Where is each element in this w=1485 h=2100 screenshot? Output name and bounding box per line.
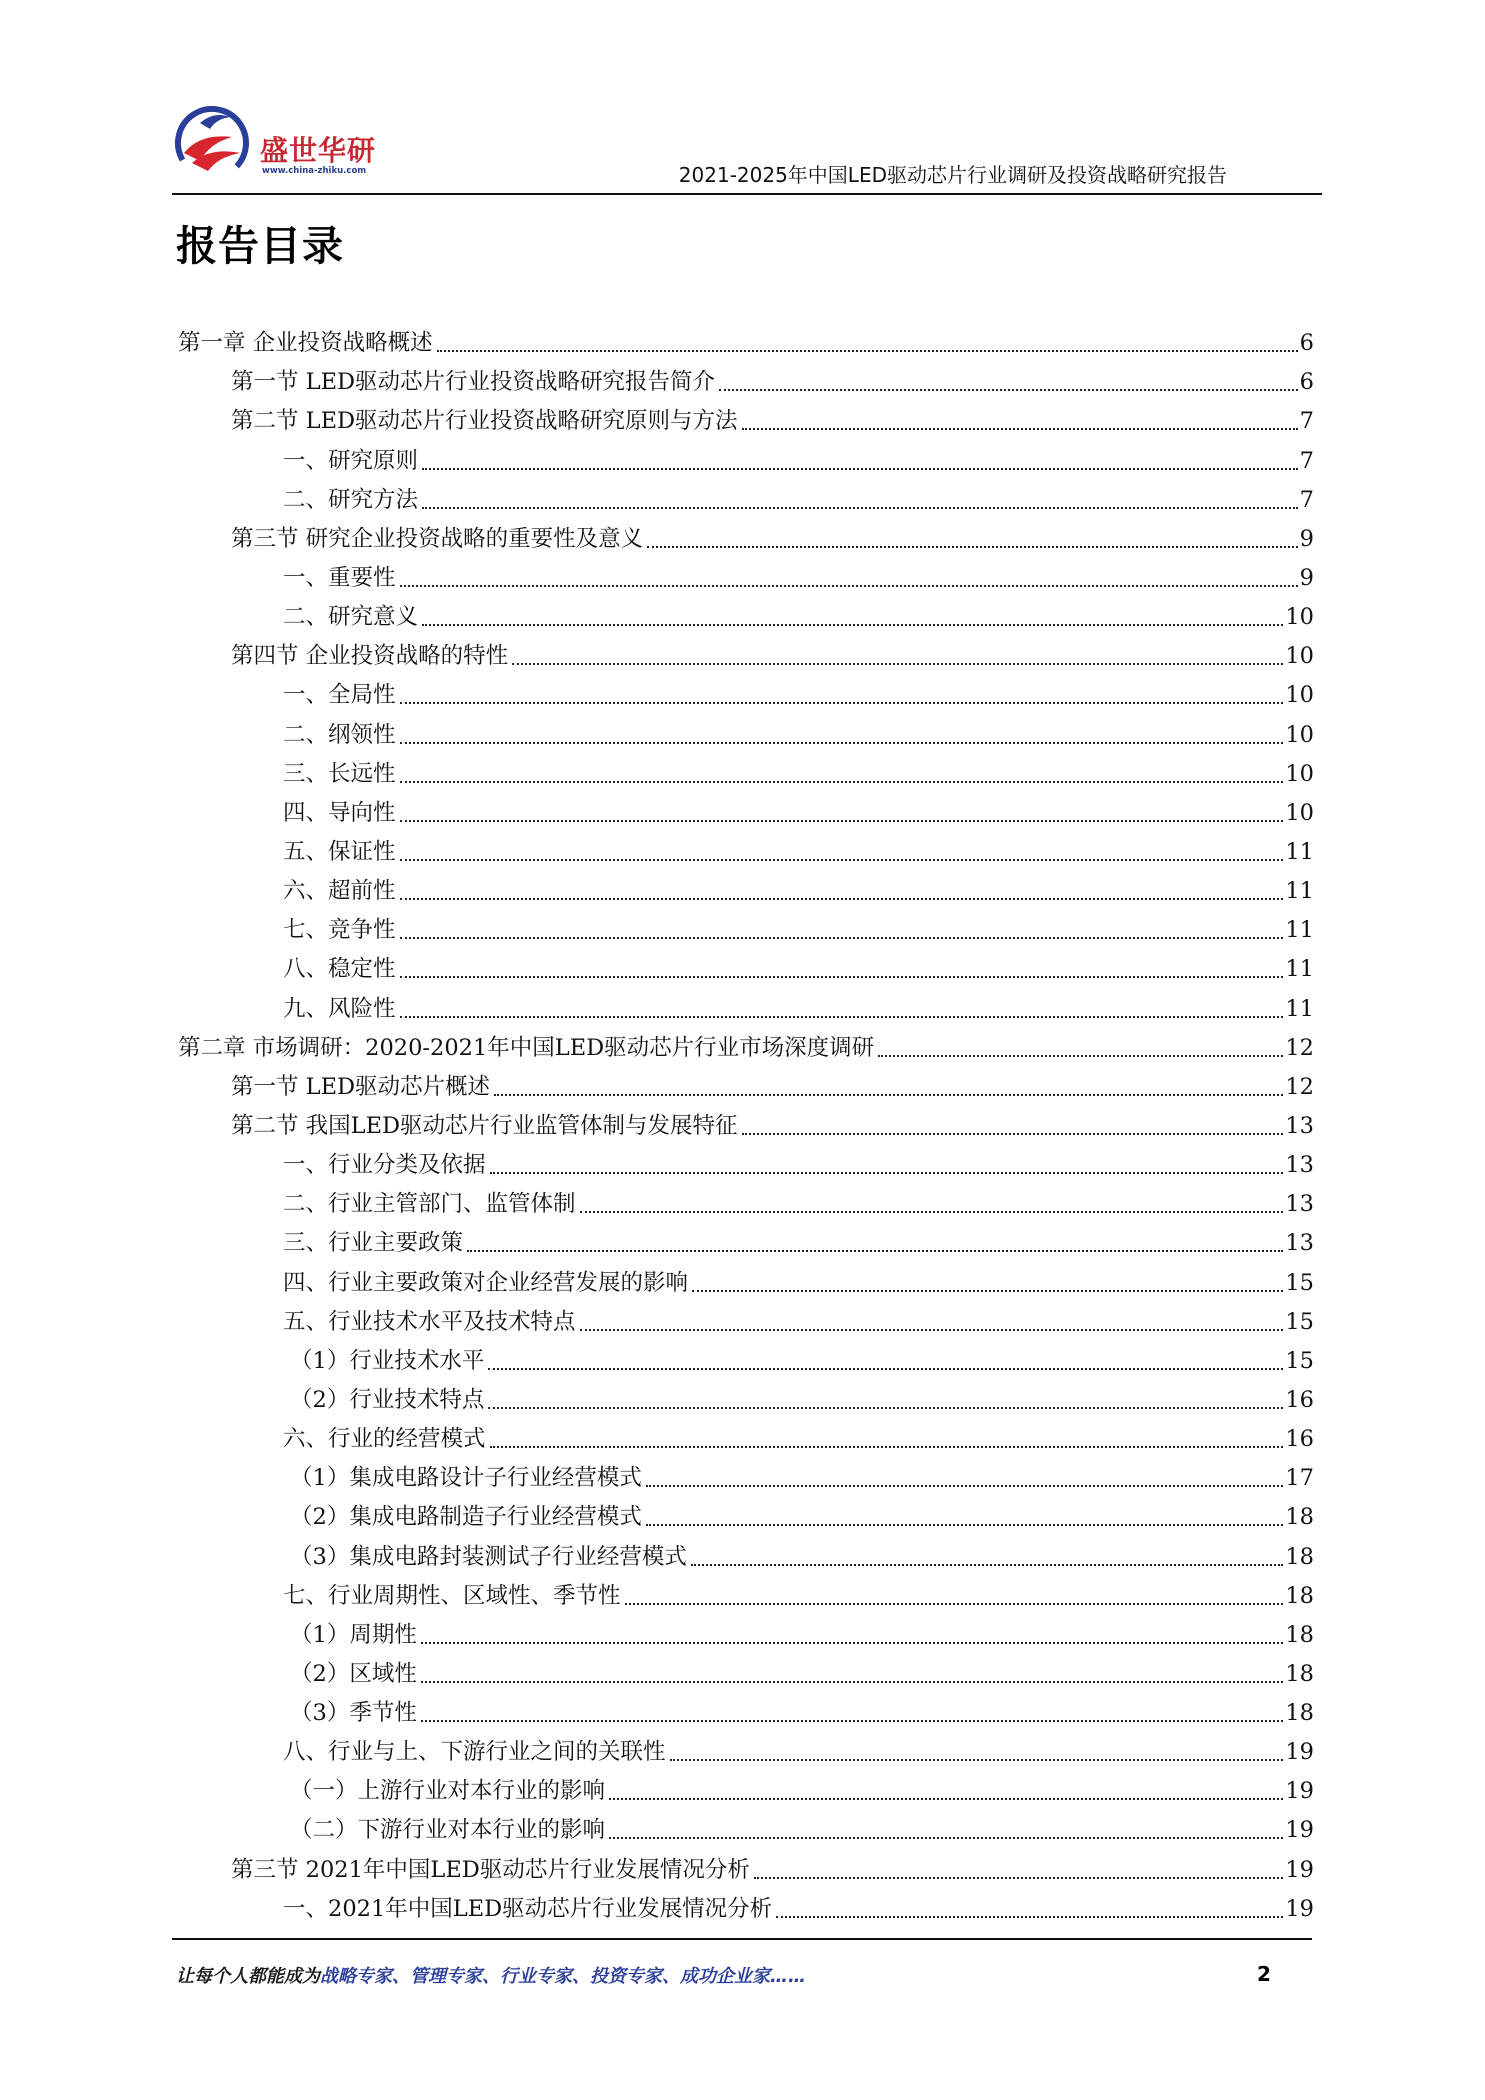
toc-leader-dots — [400, 742, 1284, 744]
toc-entry-page: 18 — [1285, 1504, 1314, 1531]
toc-entry-page: 12 — [1285, 1034, 1314, 1061]
toc-entry[interactable] — [178, 1459, 1314, 1498]
toc-entry[interactable] — [178, 1029, 1314, 1068]
toc-leader-dots — [488, 1407, 1283, 1409]
toc-entry[interactable] — [178, 1811, 1314, 1850]
toc-entry-label: （3）集成电路封装测试子行业经营模式 — [290, 1543, 687, 1570]
toc-entry[interactable] — [178, 872, 1314, 911]
toc-entry-label: 一、重要性 — [283, 564, 396, 591]
toc-entry[interactable] — [178, 1655, 1314, 1694]
toc-leader-dots — [625, 1603, 1284, 1605]
toc-entry[interactable] — [178, 402, 1314, 441]
toc-entry-label: 第二章 市场调研：2020-2021年中国LED驱动芯片行业市场深度调研 — [178, 1034, 875, 1061]
toc-entry-page: 13 — [1285, 1112, 1314, 1139]
toc-entry-label: 第一节 LED驱动芯片概述 — [231, 1073, 491, 1100]
toc-entry-page: 7 — [1299, 408, 1314, 435]
toc-leader-dots — [400, 702, 1284, 704]
toc-leader-dots — [400, 1016, 1284, 1018]
toc-entry-page: 11 — [1285, 956, 1314, 983]
toc-leader-dots — [422, 507, 1298, 509]
toc-entry-page: 15 — [1285, 1308, 1314, 1335]
toc-leader-dots — [467, 1250, 1283, 1252]
toc-entry[interactable] — [178, 715, 1314, 754]
toc-entry[interactable] — [178, 1890, 1314, 1929]
toc-entry[interactable] — [178, 598, 1314, 637]
toc-entry-label: 一、行业分类及依据 — [283, 1152, 486, 1179]
toc-entry[interactable] — [178, 1850, 1314, 1889]
toc-entry[interactable] — [178, 833, 1314, 872]
toc-entry[interactable] — [178, 559, 1314, 598]
toc-entry-label: 一、全局性 — [283, 682, 396, 709]
toc-entry-label: 二、研究意义 — [283, 604, 419, 631]
toc-entry-page: 19 — [1285, 1895, 1314, 1922]
toc-entry-label: （1）周期性 — [290, 1621, 417, 1648]
toc-entry-label: 八、稳定性 — [283, 956, 396, 983]
toc-entry[interactable] — [178, 1068, 1314, 1107]
toc-leader-dots — [692, 1290, 1283, 1292]
toc-entry-label: 第三节 2021年中国LED驱动芯片行业发展情况分析 — [231, 1856, 750, 1883]
toc-entry[interactable] — [178, 1537, 1314, 1576]
toc-entry-page: 11 — [1285, 878, 1314, 905]
toc-entry[interactable] — [178, 481, 1314, 520]
toc-entry-label: （3）季节性 — [290, 1700, 417, 1727]
logo-emblem-icon — [170, 103, 254, 183]
toc-entry[interactable] — [178, 1420, 1314, 1459]
toc-leader-dots — [512, 663, 1283, 665]
logo-url: www.china-zhiku.com — [262, 166, 367, 176]
toc-entry-label: 二、行业主管部门、监管体制 — [283, 1191, 576, 1218]
toc-entry-label: 三、长远性 — [283, 760, 396, 787]
toc-entry-label: 第三节 研究企业投资战略的重要性及意义 — [231, 525, 644, 552]
toc-entry-label: 六、超前性 — [283, 878, 396, 905]
logo-name: 盛世华研 — [260, 134, 377, 167]
toc-entry[interactable] — [178, 1733, 1314, 1772]
footer-slogan — [176, 1962, 806, 1988]
toc-entry-label: （1）集成电路设计子行业经营模式 — [290, 1465, 642, 1492]
table-of-contents — [178, 324, 1314, 1929]
toc-leader-dots — [400, 585, 1298, 587]
toc-leader-dots — [422, 624, 1283, 626]
toc-leader-dots — [400, 937, 1284, 939]
toc-entry-page: 19 — [1285, 1739, 1314, 1766]
toc-entry-page: 17 — [1285, 1465, 1314, 1492]
toc-entry-page: 16 — [1285, 1426, 1314, 1453]
toc-entry[interactable] — [178, 441, 1314, 480]
toc-entry-page: 18 — [1285, 1700, 1314, 1727]
toc-entry-label: （2）区域性 — [290, 1660, 417, 1687]
toc-entry-label: 五、保证性 — [283, 838, 396, 865]
toc-leader-dots — [691, 1564, 1284, 1566]
toc-entry-page: 13 — [1285, 1152, 1314, 1179]
toc-leader-dots — [421, 1681, 1284, 1683]
toc-entry[interactable] — [178, 1342, 1314, 1381]
toc-entry[interactable] — [178, 1303, 1314, 1342]
slogan-highlight: 战略专家、管理专家、行业专家、投资专家、成功企业家…… — [320, 1966, 806, 1987]
toc-leader-dots — [494, 1094, 1283, 1096]
toc-entry-label: 第一章 企业投资战略概述 — [178, 330, 433, 357]
toc-entry[interactable] — [178, 1146, 1314, 1185]
toc-entry-page: 7 — [1299, 447, 1314, 474]
toc-entry-page: 12 — [1285, 1073, 1314, 1100]
toc-leader-dots — [421, 1720, 1284, 1722]
toc-entry-label: 八、行业与上、下游行业之间的关联性 — [283, 1739, 666, 1766]
toc-entry-page: 19 — [1285, 1778, 1314, 1805]
toc-entry[interactable] — [178, 1577, 1314, 1616]
toc-entry[interactable] — [178, 1498, 1314, 1537]
toc-entry-page: 10 — [1285, 682, 1314, 709]
toc-leader-dots — [488, 1368, 1283, 1370]
toc-entry-page: 15 — [1285, 1269, 1314, 1296]
toc-entry-label: （2）集成电路制造子行业经营模式 — [290, 1504, 642, 1531]
toc-entry-page: 7 — [1299, 486, 1314, 513]
toc-entry-page: 11 — [1285, 995, 1314, 1022]
toc-leader-dots — [742, 1133, 1284, 1135]
toc-entry[interactable] — [178, 755, 1314, 794]
toc-leader-dots — [742, 428, 1298, 430]
toc-entry-label: 三、行业主要政策 — [283, 1230, 464, 1257]
toc-entry[interactable] — [178, 676, 1314, 715]
toc-entry[interactable] — [178, 1694, 1314, 1733]
toc-heading: 报告目录 — [176, 222, 344, 270]
toc-entry-label: 二、纲领性 — [283, 721, 396, 748]
toc-leader-dots — [719, 389, 1298, 391]
toc-leader-dots — [670, 1759, 1284, 1761]
toc-entry[interactable] — [178, 1772, 1314, 1811]
toc-entry[interactable] — [178, 1107, 1314, 1146]
toc-leader-dots — [609, 1837, 1283, 1839]
toc-entry[interactable] — [178, 1616, 1314, 1655]
toc-entry-label: 七、竞争性 — [283, 917, 396, 944]
toc-entry-label: 五、行业技术水平及技术特点 — [283, 1308, 576, 1335]
toc-entry[interactable] — [178, 1185, 1314, 1224]
toc-entry-label: 二、研究方法 — [283, 486, 419, 513]
toc-leader-dots — [400, 820, 1284, 822]
company-logo — [170, 103, 400, 183]
toc-leader-dots — [437, 350, 1298, 352]
toc-entry[interactable] — [178, 911, 1314, 950]
toc-leader-dots — [580, 1329, 1284, 1331]
toc-entry[interactable] — [178, 1224, 1314, 1263]
footer-divider — [172, 1938, 1312, 1940]
toc-entry-label: 六、行业的经营模式 — [283, 1426, 486, 1453]
toc-entry-label: （二）下游行业对本行业的影响 — [290, 1817, 606, 1844]
toc-entry-page: 9 — [1299, 564, 1314, 591]
toc-leader-dots — [776, 1916, 1283, 1918]
toc-leader-dots — [580, 1211, 1284, 1213]
toc-entry-label: 七、行业周期性、区域性、季节性 — [283, 1582, 621, 1609]
toc-entry-label: （一）上游行业对本行业的影响 — [290, 1778, 606, 1805]
toc-entry[interactable] — [178, 363, 1314, 402]
toc-leader-dots — [400, 976, 1284, 978]
header-divider — [172, 193, 1322, 195]
toc-entry-page: 10 — [1285, 799, 1314, 826]
toc-leader-dots — [490, 1172, 1284, 1174]
toc-entry-page: 10 — [1285, 721, 1314, 748]
toc-entry-label: 第二节 我国LED驱动芯片行业监管体制与发展特征 — [231, 1112, 738, 1139]
toc-entry[interactable] — [178, 1381, 1314, 1420]
toc-entry-label: 第二节 LED驱动芯片行业投资战略研究原则与方法 — [231, 408, 738, 435]
toc-entry-label: 第一节 LED驱动芯片行业投资战略研究报告简介 — [231, 369, 716, 396]
toc-entry-label: （1）行业技术水平 — [290, 1347, 485, 1374]
page-header — [0, 0, 1485, 200]
toc-entry-page: 10 — [1285, 604, 1314, 631]
toc-entry-page: 9 — [1299, 525, 1314, 552]
toc-entry-label: 一、研究原则 — [283, 447, 419, 474]
toc-entry-page: 11 — [1285, 838, 1314, 865]
toc-entry-label: 九、风险性 — [283, 995, 396, 1022]
toc-entry[interactable] — [178, 1263, 1314, 1302]
toc-entry-page: 16 — [1285, 1386, 1314, 1413]
report-title: 2021-2025年中国LED驱动芯片行业调研及投资战略研究报告 — [678, 163, 1227, 187]
toc-entry-label: 一、2021年中国LED驱动芯片行业发展情况分析 — [283, 1895, 773, 1922]
toc-entry-page: 18 — [1285, 1543, 1314, 1570]
toc-entry-label: 四、行业主要政策对企业经营发展的影响 — [283, 1269, 689, 1296]
toc-leader-dots — [754, 1877, 1284, 1879]
page-number: 2 — [1257, 1962, 1271, 1986]
slogan-prefix: 让每个人都能成为 — [176, 1966, 320, 1987]
toc-entry-page: 13 — [1285, 1230, 1314, 1257]
toc-entry-page: 13 — [1285, 1191, 1314, 1218]
toc-entry-page: 18 — [1285, 1621, 1314, 1648]
toc-leader-dots — [400, 781, 1284, 783]
toc-entry-page: 19 — [1285, 1856, 1314, 1883]
toc-entry-page: 19 — [1285, 1817, 1314, 1844]
toc-leader-dots — [647, 546, 1298, 548]
toc-leader-dots — [878, 1055, 1283, 1057]
toc-entry-page: 6 — [1299, 369, 1314, 396]
toc-entry-label: 四、导向性 — [283, 799, 396, 826]
toc-leader-dots — [400, 859, 1284, 861]
toc-entry-page: 11 — [1285, 917, 1314, 944]
toc-entry-page: 18 — [1285, 1660, 1314, 1687]
toc-leader-dots — [421, 1642, 1284, 1644]
toc-entry-label: 第四节 企业投资战略的特性 — [231, 643, 509, 670]
toc-leader-dots — [400, 898, 1284, 900]
toc-entry-page: 18 — [1285, 1582, 1314, 1609]
toc-entry-page: 15 — [1285, 1347, 1314, 1374]
toc-entry[interactable] — [178, 324, 1314, 363]
toc-entry[interactable] — [178, 520, 1314, 559]
toc-entry[interactable] — [178, 950, 1314, 989]
toc-leader-dots — [646, 1524, 1284, 1526]
toc-leader-dots — [646, 1485, 1284, 1487]
toc-entry-page: 10 — [1285, 760, 1314, 787]
toc-leader-dots — [490, 1446, 1284, 1448]
toc-entry[interactable] — [178, 637, 1314, 676]
toc-entry-label: （2）行业技术特点 — [290, 1386, 485, 1413]
toc-leader-dots — [609, 1798, 1283, 1800]
toc-entry-page: 6 — [1299, 330, 1314, 357]
toc-leader-dots — [422, 468, 1298, 470]
toc-entry[interactable] — [178, 794, 1314, 833]
toc-entry[interactable] — [178, 989, 1314, 1028]
toc-entry-page: 10 — [1285, 643, 1314, 670]
